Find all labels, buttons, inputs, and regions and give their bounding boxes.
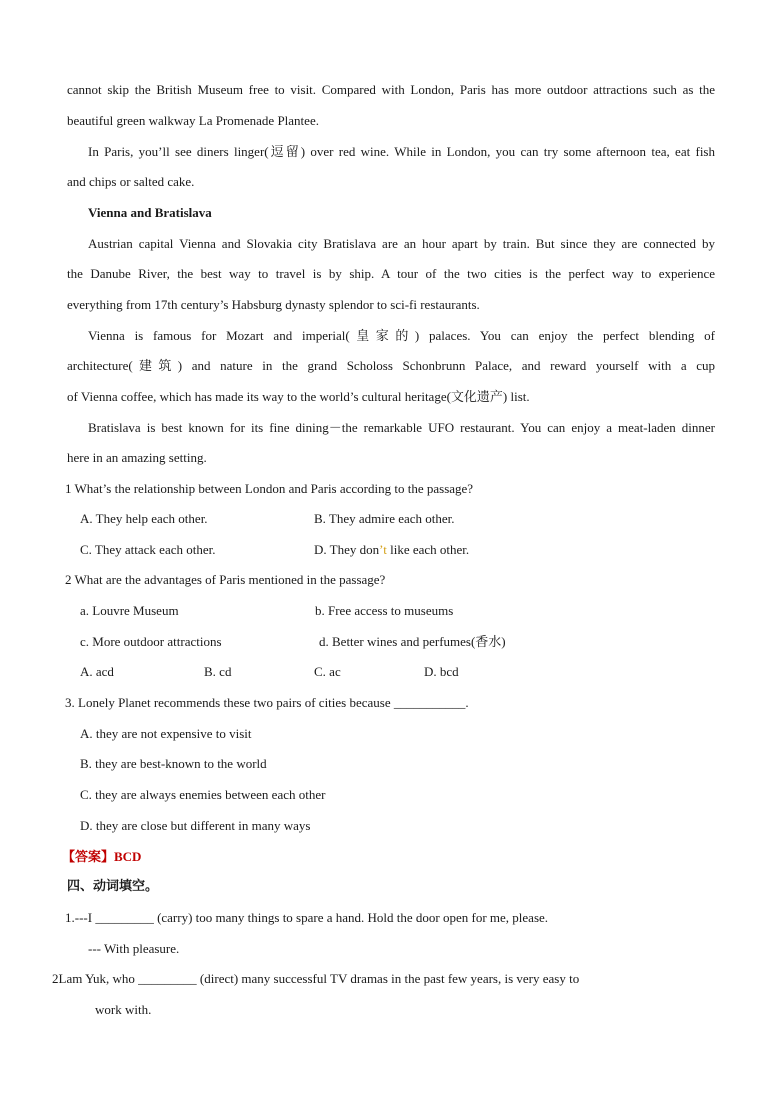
passage-line: Bratislava is best known for its fine dining－the remarkable UFO restaurant. You can enjoy a meat-laden dinner xyxy=(88,420,715,435)
question-stem: 1 What’s the relationship between London and Paris according to the passage? xyxy=(65,481,474,496)
item-a: a. Louvre Museum xyxy=(80,603,179,618)
passage-line: of Vienna coffee, which has made its way to the world’s cultural heritage(文化遗产) list. xyxy=(67,389,530,404)
option-c: C. they are always enemies between each other xyxy=(80,787,326,802)
exercise-line: 2Lam Yuk, who _________ (direct) many successful TV dramas in the past few years, is very easy to xyxy=(52,971,580,986)
exercise-line: 1.---I _________ (carry) too many things to spare a hand. Hold the door open for me, please. xyxy=(65,910,549,925)
exercise-line: work with. xyxy=(95,1002,152,1017)
exercise-line: --- With pleasure. xyxy=(88,941,180,956)
option-d-text-start: D. They don xyxy=(314,542,380,557)
item-c: c. More outdoor attractions xyxy=(80,634,222,649)
passage-line: here in an amazing setting. xyxy=(67,450,207,465)
passage-line: the Danube River, the best way to travel is by ship. A tour of the two cities is the perfect way to experience xyxy=(67,266,715,281)
option-a: A. They help each other. xyxy=(80,511,208,526)
option-b: B. they are best-known to the world xyxy=(80,756,267,771)
passage-line: and chips or salted cake. xyxy=(67,174,195,189)
option-c: C. They attack each other. xyxy=(80,542,216,557)
item-b: b. Free access to museums xyxy=(315,603,454,618)
passage-line: everything from 17th century’s Habsburg dynasty splendor to sci-fi restaurants. xyxy=(67,297,480,312)
option-d xyxy=(314,541,469,559)
item-d: d. Better wines and perfumes(香水) xyxy=(319,634,506,649)
option-d: D. they are close but different in many ways xyxy=(80,818,311,833)
passage-line: beautiful green walkway La Promenade Plantee. xyxy=(67,113,319,128)
question-stem: 3. Lonely Planet recommends these two pairs of cities because ___________. xyxy=(65,695,469,710)
option-b: B. They admire each other. xyxy=(314,511,455,526)
section-title: 四、动词填空。 xyxy=(67,879,159,894)
option-d-mark: ’t xyxy=(379,542,387,557)
option-b: B. cd xyxy=(204,664,232,679)
question-stem: 2 What are the advantages of Paris mentioned in the passage? xyxy=(65,572,386,587)
answer-key: 【答案】BCD xyxy=(62,849,142,864)
option-c: C. ac xyxy=(314,664,341,679)
option-a: A. acd xyxy=(80,664,114,679)
passage-line: architecture(建筑) and nature in the grand Scholoss Schonbrunn Palace, and reward yourself with a cup xyxy=(67,358,715,373)
passage-line: cannot skip the British Museum free to visit. Compared with London, Paris has more outdoor attractions such as the xyxy=(67,82,715,97)
option-d: D. bcd xyxy=(424,664,459,679)
section-heading: Vienna and Bratislava xyxy=(88,205,212,220)
option-a: A. they are not expensive to visit xyxy=(80,726,252,741)
passage-line: Vienna is famous for Mozart and imperial(皇家的) palaces. You can enjoy the perfect blending of xyxy=(88,328,715,343)
passage-line: Austrian capital Vienna and Slovakia city Bratislava are an hour apart by train. But since they are connected by xyxy=(88,236,715,251)
option-d-text-end: like each other. xyxy=(386,542,470,557)
passage-line: In Paris, you’ll see diners linger(逗留) over red wine. While in London, you can try some afternoon tea, eat fish xyxy=(88,144,715,159)
